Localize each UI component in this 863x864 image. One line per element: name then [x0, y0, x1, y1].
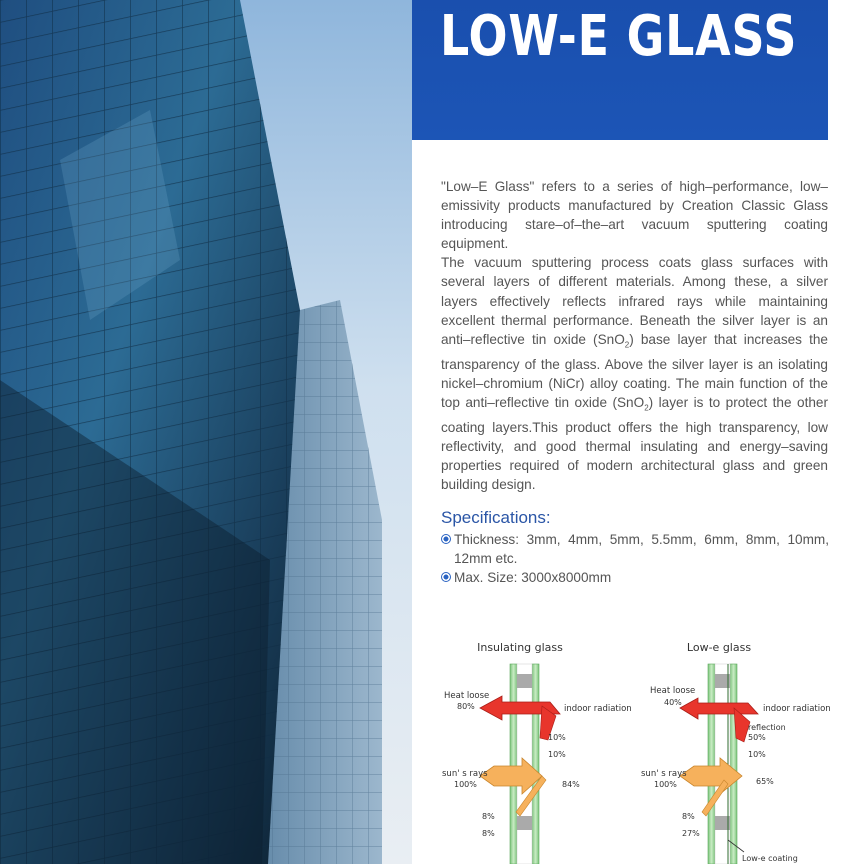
insulating-transmit-value: 84% — [562, 780, 580, 789]
specifications-heading: Specifications: — [441, 508, 551, 527]
building-photo — [0, 0, 412, 864]
intro-p2-part-a: The vacuum sputtering process coats glass surfaces with several layers of different materials. Among these, a silver layers effectively reflects infrared rays while maintaining excellent thermal performance. Beneath the silver layer is an anti–reflective tin oxide (SnO — [441, 255, 828, 347]
spec-item-text: Max. Size: 3000x8000mm — [454, 570, 612, 586]
lowe-title: Low-e glass — [686, 641, 752, 654]
intro-text — [441, 177, 828, 494]
spec-item-max-size — [441, 568, 829, 587]
intro-paragraph-1: "Low–E Glass" refers to a series of high–performance, low–emissivity products manufactured by Creation Classic Glass introducing stare–of–the–art vacuum sputtering coating equipment. — [441, 179, 828, 252]
intro-p2-part-c: ) layer is to protect the other coating layers.This product offers the high transparency, low reflectivity, and good thermal insulating and energy–saving properties required of modern architectural glass and green building design. — [441, 394, 828, 492]
glass-comparison-diagram — [430, 630, 850, 864]
insulating-heat-loose-label: Heat loose — [444, 691, 490, 701]
lowe-heat-loose-value: 40% — [664, 698, 682, 707]
lowe-reflect-value-a: 8% — [682, 812, 695, 821]
lowe-reflection-value: 50% — [748, 733, 766, 742]
insulating-indoor-radiation-label: indoor radiation — [564, 704, 632, 714]
lowe-indoor-radiation-label: indoor radiation — [763, 704, 831, 714]
page-title: LOW-E GLASS — [440, 4, 798, 69]
lowe-reflect-value-b: 27% — [682, 829, 700, 838]
spec-item-thickness — [441, 530, 829, 568]
intro-p2-part-b: ) base layer that increases the transparency of the glass. Above the silver layer is an isolating nickel–chromium (NiCr) alloy coating. The main function of the top anti–reflective tin oxide (SnO — [441, 331, 828, 410]
intro-paragraph-2 — [441, 253, 828, 494]
subscript: 2 — [644, 403, 649, 413]
insulating-value-a: 10% — [548, 733, 566, 742]
insulating-value-b: 10% — [548, 750, 566, 759]
lowe-transmit-value: 65% — [756, 777, 774, 786]
lowe-value-b: 10% — [748, 750, 766, 759]
insulating-reflect-value-b: 8% — [482, 829, 495, 838]
bullet-icon — [441, 572, 451, 582]
lowe-suns-rays-value: 100% — [654, 780, 677, 789]
insulating-title: Insulating glass — [477, 641, 563, 654]
lowe-coating-label: Low-e coating — [742, 854, 798, 863]
lowe-suns-rays-label: sun' s rays — [641, 769, 687, 779]
bullet-icon — [441, 534, 451, 544]
lowe-reflection-label: reflection — [748, 723, 786, 732]
insulating-suns-rays-label: sun' s rays — [442, 769, 488, 779]
insulating-suns-rays-value: 100% — [454, 780, 477, 789]
lowe-heat-loose-label: Heat loose — [650, 686, 696, 696]
subscript: 2 — [624, 340, 630, 350]
insulating-reflect-value-a: 8% — [482, 812, 495, 821]
spec-item-text: Thickness: 3mm, 4mm, 5mm, 5.5mm, 6mm, 8mm, 10mm, 12mm etc. — [454, 532, 829, 567]
specifications-list — [441, 530, 829, 588]
insulating-heat-loose-value: 80% — [457, 702, 475, 711]
